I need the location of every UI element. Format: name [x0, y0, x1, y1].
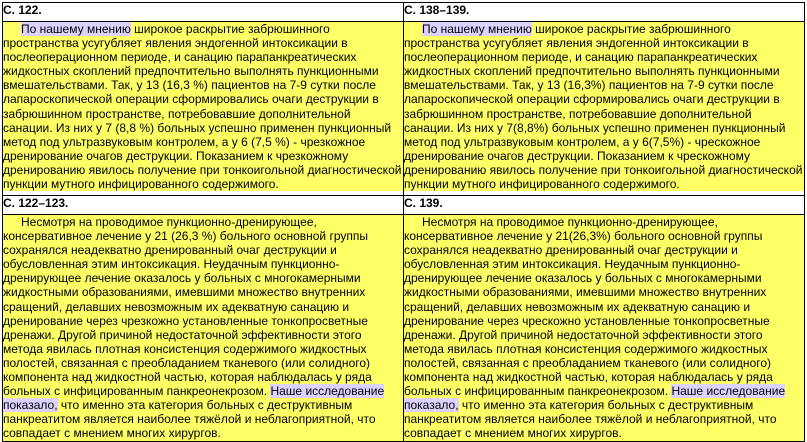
paragraph-text: Несмотря на проводимое пункционно-дренирующее, консервативное лечение у 21(26,3%) больного основной группы сохранялся неадекватно дренированный очаг деструкции и обусловленная этим интоксикация. Неудачным пункционно-дренирующее лечение оказалось у больных с многокамерными жидкостными образованиями, имевшими множество внутренних сращений, делавших невозможным их адекватную санацию и дренирование через чрескожно установленные тонкопросветные дренажи. Другой причиной недостаточной эффективности этого метода явилась плотная консистенция содержимого жидкостных полостей, связанная с преобладанием тканевого (или солидного) компонента над жидкостной частью, которая наблюдалась у ряда больных с инфицированным панкреонекрозом. — [404, 215, 773, 399]
passage-left — [3, 215, 404, 442]
page-ref-right: С. 138–139. — [404, 3, 805, 22]
passage-right — [404, 22, 805, 196]
page-ref-right: С. 139. — [404, 196, 805, 215]
paragraph-text: широкое раскрытие забрюшинного пространства усугубляет явления эндогенной интоксикации в послеоперационном периоде, и санацию парапанкреатических жидкостных скоплений предпочтительно выполнять пункционными вмешательствами. Так, у 13 (16,3%) пациентов на 7-9 сутки после лапароскопической операции сформировались очаги деструкции в забрюшинном пространстве, потребовавшие дополнительной санации. Из них у 7(8,8%) больных успешно применен пункционный метод под ультразвуковым контролем, а у 6(7,5%) - чрескожное дренирование очагов деструкции. Показанием к чрескожному дренированию явилось получение при тонкоигольной диагностической пункции мутного инфицированного содержимого. — [404, 22, 803, 192]
paragraph-text: что именно эта категория больных с деструктивным панкреатитом является наиболее тяжёлой и неблагоприятной, что совпадает с мнением многих хирургов. — [3, 398, 376, 441]
paragraph-text: что именно эта категория больных с деструктивным панкреатитом является наиболее тяжёлой и неблагоприятной, что совпадает с мнением многих хирургов. — [404, 398, 777, 441]
paragraph — [3, 215, 403, 441]
passage-left — [3, 22, 404, 196]
paragraph — [404, 215, 804, 441]
marked-phrase: Наше исследование показало, — [404, 384, 786, 413]
marked-phrase: По нашему мнению — [422, 22, 532, 36]
header-row — [3, 3, 805, 22]
text-row — [3, 22, 805, 196]
paragraph-text: широкое раскрытие забрюшинного пространства усугубляет явления эндогенной интоксикации в послеоперационном периоде, и санацию парапанкреатических жидкостных скоплений предпочтительно выполнять пункционными вмешательствами. Так, у 13 (16,3 %) пациентов на 7-9 сутки после лапароскопической операции сформировались очаги деструкции в забрюшинном пространстве, потребовавшие дополнительной санации. Из них у 7 (8,8 %) больных успешно применен пункционный метод под ультразвуковым контролем, а у 6 (7,5 %) - чрезкожное дренирование очагов деструкции. Показанием к чрезкожному дренированию явилось получение при тонкоигольной диагностической пункции мутного инфицированного содержимого. — [3, 22, 402, 192]
page-ref-left: С. 122–123. — [3, 196, 404, 215]
page-ref-left: С. 122. — [3, 3, 404, 22]
paragraph-text: Несмотря на проводимое пункционно-дренирующее, консервативное лечение у 21 (26,3 %) больного основной группы сохранялся неадекватно дренированный очаг деструкции и обусловленная этим интоксикация. Неудачным пункционно-дренирующее лечение оказалось у больных с многокамерными жидкостными образованиями, имевшими множество внутренних сращений, делавших невозможным их адекватную санацию и дренирование через чрезкожно установленные тонкопросветные дренажи. Другой причиной недостаточной эффективности этого метода явилась плотная консистенция содержимого жидкостных полостей, связанная с преобладанием тканевого (или солидного) компонента над жидкостной частью, которая наблюдалась у ряда больных с инфицированным панкреонекрозом. — [3, 215, 372, 399]
marked-phrase: По нашему мнению — [21, 22, 131, 36]
paragraph — [404, 22, 804, 191]
marked-phrase: Наше исследование показало, — [3, 384, 385, 413]
passage-right — [404, 215, 805, 442]
comparison-table — [2, 2, 805, 442]
paragraph — [3, 22, 403, 191]
text-row — [3, 215, 805, 442]
header-row — [3, 196, 805, 215]
